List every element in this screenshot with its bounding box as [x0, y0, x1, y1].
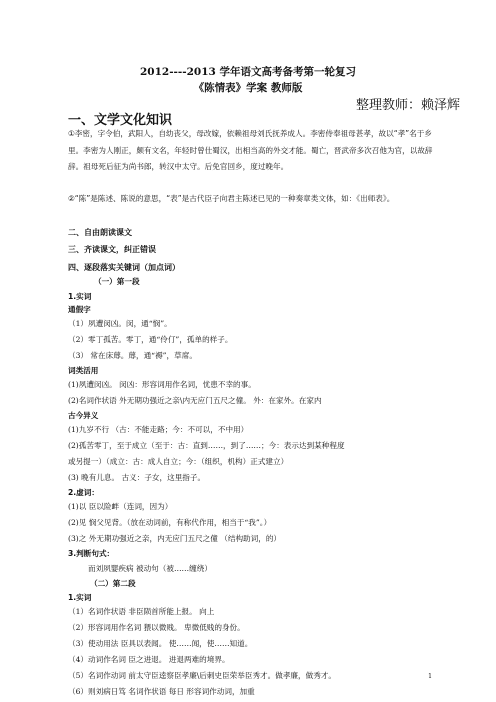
doc-title: 2012----2013 学年语文高考备考第一轮复习 [139, 66, 357, 78]
text-line: （3）使动用法 臣具以表闻。 使……闻，使……知道。 [68, 639, 253, 648]
text-line: （2）零丁孤苦。零丁，通“伶仃”，孤单的样子。 [68, 335, 233, 344]
text-line: （3） 常在床蓐。蓐，通“褥”，草席。 [68, 351, 197, 360]
section-heading: 三、齐读课文，纠正错误 [68, 245, 156, 254]
text-line: (1)以 臣以险衅（连词，因为） [68, 502, 173, 511]
item-heading: 1.实词 [68, 292, 92, 301]
text-line: (2)孤苦零丁，至于成立（至于：古：直到……，到了……；今：表示达到某种程度 [68, 441, 345, 450]
text-line: (1)九岁不行 （古：不能走路；今：不可以，不中用） [68, 425, 249, 434]
page-number: 1 [428, 673, 432, 680]
section-heading: 二、自由朗读课文 [68, 228, 132, 237]
text-line: （1）夙遭闵凶。闵，通“悯”。 [68, 319, 172, 328]
section-heading: 一、文学文化知识 [68, 113, 173, 128]
text-line: （5）名词作动词 前太守臣逵察臣孝廉\后刺史臣荣举臣秀才。做孝廉，做秀才。 [68, 671, 336, 680]
text-line: （4）动词作名词 臣之进退。 进退两难的境界。 [68, 655, 230, 664]
text-line: (2)名词作状语 外无期功强近之亲\内无应门五尺之僮。 外：在家外。在家内 [68, 396, 322, 405]
text-line: （2）形容词用作名词 猥以微贱。 卑微低贱的身份。 [68, 623, 245, 632]
author-paragraph: ①李密，字令伯，武阳人，自幼丧父，母改嫁，依赖祖母刘氏抚养成人。李密侍奉祖母甚孝，故以“孝”名于乡里。李密为人刚正，颇有文名，年轻时曾仕蜀汉，出相当高的外交才能。蜀亡，晋武帝多次召他为官，以故辞辞。祖母死后征为尚书郎，转汉中太守。后免官回乡，度过晚年。 [68, 129, 433, 171]
editor-line: 整理教师：赖泽辉 [355, 98, 460, 113]
section-heading: 四、逐段落实关键词（加点词） [68, 263, 180, 272]
item-heading: 通假字 [68, 305, 91, 314]
text-line: (2)见 悯父见背。（放在动词前，有称代作用，相当于“我”。） [68, 518, 272, 527]
text-line: (1)夙遭闵凶。 闵凶：形容词用作名词，忧患不幸的事。 [68, 380, 256, 389]
text-line: 或另提一）（成立：古：成人自立；今：（组织，机构）正式建立） [68, 457, 289, 466]
genre-paragraph: ②“陈”是陈述、陈说的意思，“表”是古代臣子向君主陈述已见的一种奏章类文体，如：《出师表》。 [68, 194, 395, 203]
subsection-heading: （二）第二段 [90, 579, 136, 588]
item-heading: 2.虚词： [68, 488, 99, 497]
text-line: (3)之 外无期功强近之亲，内无应门五尺之僮 （结构助词，的） [68, 534, 282, 543]
text-line: 而刘夙婴疾病 被动句（被……缠绕） [88, 564, 212, 573]
item-heading: 词类活用 [68, 366, 99, 375]
text-line: （6）则刘病日笃 名词作状语 每日 形容词作动词，加重 [68, 687, 255, 696]
text-line: （1）名词作状语 非臣陨首所能上报。 向上 [68, 607, 215, 616]
item-heading: 3.判断句式： [68, 549, 115, 558]
subsection-heading: （一）第一段 [94, 277, 140, 286]
text-line: (3) 晚有儿息。 古义：子女，这里指子。 [68, 473, 206, 482]
item-heading: 古今异义 [68, 411, 99, 420]
item-heading: 1.实词 [68, 593, 92, 602]
doc-subtitle: 《陈情表》学案 教师版 [193, 82, 303, 94]
